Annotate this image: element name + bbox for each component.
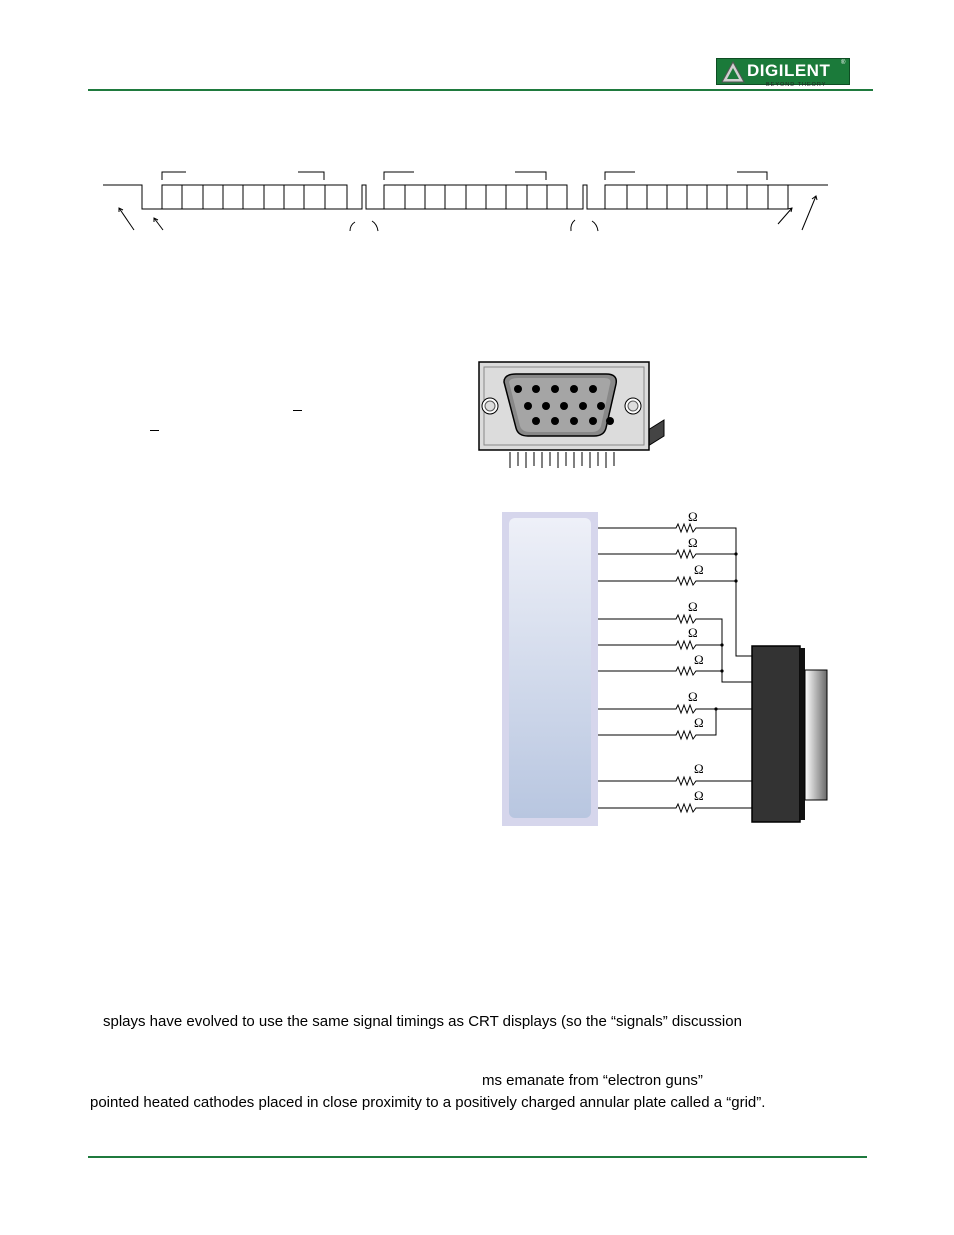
resistor-label: Ω	[694, 562, 704, 577]
vga-schematic	[500, 508, 840, 830]
vga-connector-drawing	[476, 358, 676, 473]
resistor-label: Ω	[688, 535, 698, 550]
overline-mark	[150, 430, 159, 431]
resistor-label: Ω	[688, 689, 698, 704]
body-text-line: pointed heated cathodes placed in close proximity to a positively charged annular plate called a “grid”.	[90, 1094, 766, 1111]
header-rule	[88, 89, 873, 91]
resistor-label: Ω	[694, 652, 704, 667]
resistor-label: Ω	[694, 788, 704, 803]
triangle-logo-icon	[721, 61, 745, 83]
timing-diagram	[100, 165, 840, 235]
logo-box	[716, 58, 850, 85]
resistor-label: Ω	[694, 715, 704, 730]
schematic-drawing	[500, 508, 840, 830]
body-text-line: splays have evolved to use the same signal timings as CRT displays (so the “signals” discussion	[103, 1013, 742, 1030]
resistor-label: Ω	[688, 599, 698, 614]
logo-registered: ®	[841, 60, 846, 66]
body-text-line: ms emanate from “electron guns”	[482, 1072, 703, 1089]
resistor-label: Ω	[688, 509, 698, 524]
logo-text: DIGILENT	[747, 61, 831, 80]
overline-mark	[293, 410, 302, 411]
resistor-label: Ω	[694, 761, 704, 776]
logo-tagline: BEYOND THEORY	[766, 82, 827, 88]
resistor-label: Ω	[688, 625, 698, 640]
footer-rule	[88, 1156, 867, 1158]
digilent-logo	[716, 58, 850, 92]
